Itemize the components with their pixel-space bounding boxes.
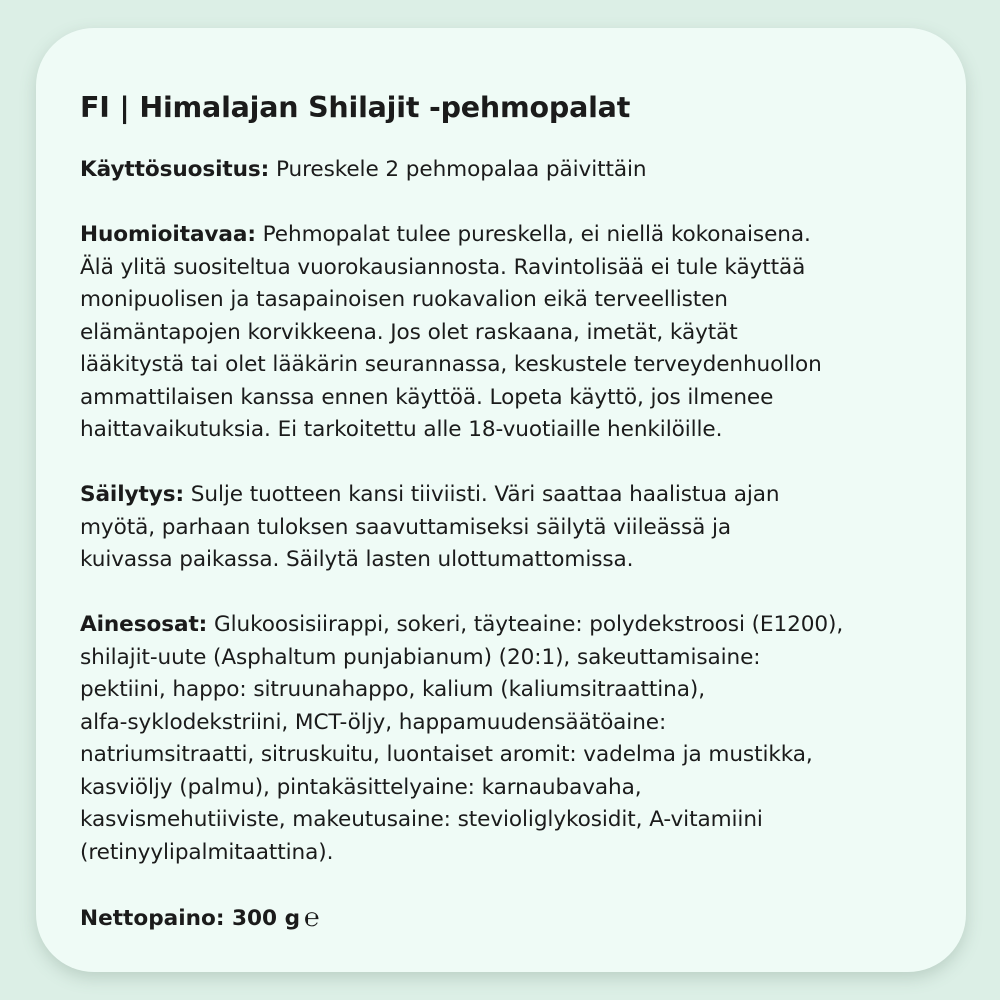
usage-section [80,154,936,187]
ingredients-text: pektiini, happo: sitruunahappo, kalium (kaliumsitraattina), [80,677,705,702]
warnings-text: ammattilaisen kanssa ennen käyttöä. Lopeta käyttö, jos ilmenee [80,384,774,410]
warnings-text: haittavaikutuksia. Ei tarkoitettu alle 18-vuotiaille henkilöille. [80,417,723,442]
estimated-sign-icon: ℮ [304,902,320,933]
warnings-text: Pehmopalat tulee pureskella, ei niellä kokonaisena. [262,222,811,247]
warnings-label: Huomioitavaa: [80,222,256,247]
warnings-text: elämäntapojen korvikkeena. Jos olet raskaana, imetät, käytät [80,319,738,345]
ingredients-text: shilajit-uute (Asphaltum punjabianum) (20:1), sakeuttamisaine: [80,644,761,670]
ingredients-label: Ainesosat: [80,612,208,637]
ingredients-text: alfa-syklodekstriini, MCT-öljy, happamuudensäätöaine: [80,709,667,735]
storage-text: myötä, parhaan tuloksen saavuttamiseksi säilytä viileässä ja [80,514,732,540]
ingredients-text: natriumsitraatti, sitruskuitu, luontaiset aromit: vadelma ja mustikka, [80,742,813,767]
warnings-text: lääkitystä tai olet lääkärin seurannassa, keskustele terveydenhuollon [80,352,822,377]
usage-text: Pureskele 2 pehmopalaa päivittäin [275,157,647,182]
storage-section [80,479,936,577]
storage-text: kuivassa paikassa. Säilytä lasten ulottumattomissa. [80,547,634,572]
page-title: FI | Himalajan Shilajit -pehmopalat [80,91,631,124]
ingredients-text: (retinyylipalmitaattina). [80,839,334,865]
usage-label: Käyttösuositus: [80,157,270,182]
ingredients-text: kasvismehutiiviste, makeutusaine: stevioliglykosidit, A-vitamiini [80,807,763,832]
storage-text: Sulje tuotteen kansi tiiviisti. Väri saattaa haalistua ajan [190,482,780,507]
storage-label: Säilytys: [80,482,184,507]
warnings-text: monipuolisen ja tasapainoisen ruokavalion eikä terveellisten [80,287,728,312]
label-card [36,28,966,972]
warnings-section [80,219,936,447]
ingredients-text: Glukoosisiirappi, sokeri, täyteaine: polydekstroosi (E1200), [213,612,844,637]
net-weight-text: Nettopaino: 300 g [80,905,301,931]
net-weight [80,902,936,936]
ingredients-section [80,609,936,869]
ingredients-text: kasviöljy (palmu), pintakäsittelyaine: karnaubavaha, [80,774,642,800]
warnings-text: Älä ylitä suositeltua vuorokausiannosta. Ravintolisää ei tule käyttää [80,254,806,280]
